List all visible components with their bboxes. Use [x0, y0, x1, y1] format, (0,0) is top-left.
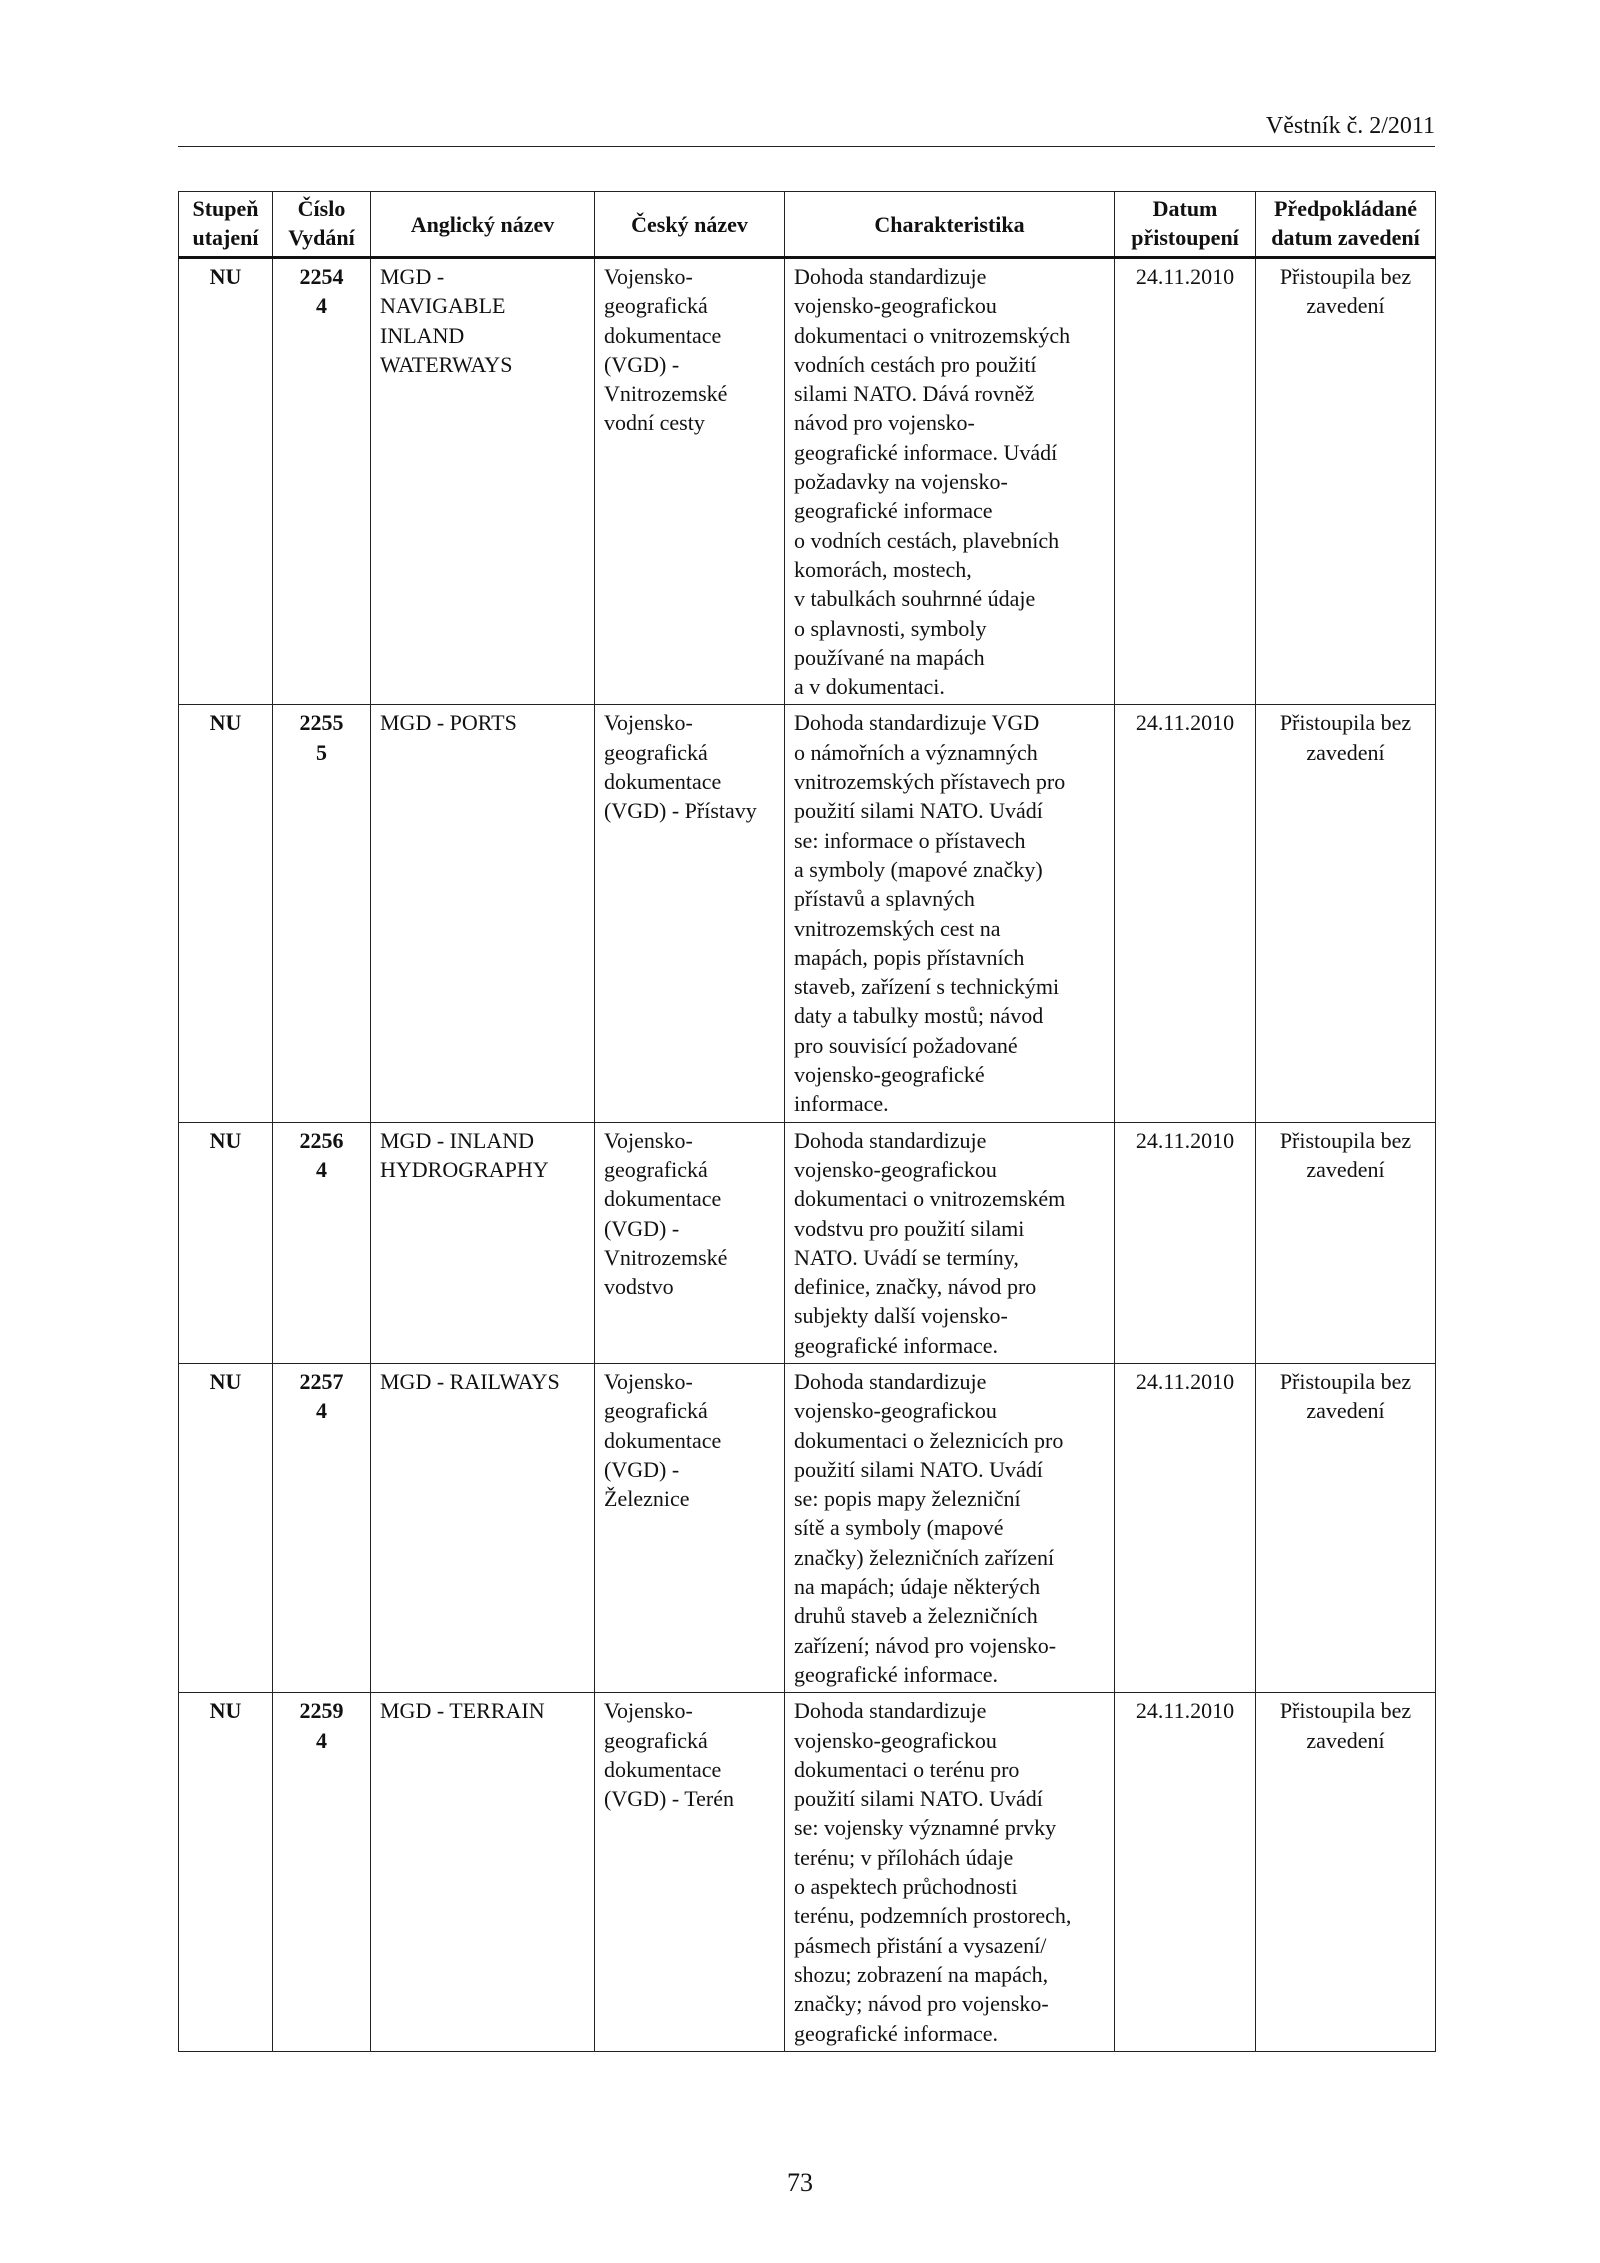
- cell-description: Dohoda standardizuje vojensko-geografickou dokumentaci o terénu pro použití silami NATO. Uvádí se: vojensky významné prvky terénu; v přílohách údaje o aspektech průchodnosti terénu, podzemních prostorech, pásmech přistání a vysazení/ shozu; zobrazení na mapách, značky; návod pro vojensko- geografické informace.: [785, 1693, 1115, 2052]
- cell-introduction-date: Přistoupila bez zavedení: [1256, 1693, 1436, 2052]
- cell-accession-date: 24.11.2010: [1115, 1122, 1256, 1363]
- cell-english-name: MGD - PORTS: [371, 705, 595, 1122]
- cell-introduction-date: Přistoupila bez zavedení: [1256, 1363, 1436, 1692]
- cell-english-name: MGD - TERRAIN: [371, 1693, 595, 2052]
- column-header-accession-date: Datum přistoupení: [1115, 192, 1256, 258]
- cell-number: 2254 4: [273, 258, 371, 705]
- cell-level: NU: [179, 705, 273, 1122]
- cell-description: Dohoda standardizuje vojensko-geografickou dokumentaci o vnitrozemských vodních cestách pro použití silami NATO. Dává rovněž návod pro vojensko- geografické informace. Uvádí požadavky na vojensko- geografické informace o vodních cestách, plavebních komorách, mostech, v tabulkách souhrnné údaje o splavnosti, symboly používané na mapách a v dokumentaci.: [785, 258, 1115, 705]
- cell-czech-name: Vojensko- geografická dokumentace (VGD) - Vnitrozemské vodstvo: [595, 1122, 785, 1363]
- cell-accession-date: 24.11.2010: [1115, 1363, 1256, 1692]
- column-header-introduction-date: Předpokládané datum zavedení: [1256, 192, 1436, 258]
- cell-czech-name: Vojensko- geografická dokumentace (VGD) - Železnice: [595, 1363, 785, 1692]
- column-header-level: Stupeň utajení: [179, 192, 273, 258]
- cell-description: Dohoda standardizuje vojensko-geografickou dokumentaci o železnicích pro použití silami NATO. Uvádí se: popis mapy železniční sítě a symboly (mapové značky) železničních zařízení na mapách; údaje některých druhů staveb a železničních zařízení; návod pro vojensko- geografické informace.: [785, 1363, 1115, 1692]
- cell-english-name: MGD - NAVIGABLE INLAND WATERWAYS: [371, 258, 595, 705]
- column-header-number: Číslo Vydání: [273, 192, 371, 258]
- cell-introduction-date: Přistoupila bez zavedení: [1256, 1122, 1436, 1363]
- cell-number: 2256 4: [273, 1122, 371, 1363]
- header-rule: [178, 146, 1435, 147]
- cell-level: NU: [179, 258, 273, 705]
- cell-number: 2259 4: [273, 1693, 371, 2052]
- page-number: 73: [787, 2168, 813, 2197]
- table-row: [179, 258, 1436, 705]
- cell-czech-name: Vojensko- geografická dokumentace (VGD) - Terén: [595, 1693, 785, 2052]
- cell-accession-date: 24.11.2010: [1115, 258, 1256, 705]
- cell-description: Dohoda standardizuje vojensko-geografickou dokumentaci o vnitrozemském vodstvu pro použití silami NATO. Uvádí se termíny, definice, značky, návod pro subjekty další vojensko- geografické informace.: [785, 1122, 1115, 1363]
- cell-english-name: MGD - RAILWAYS: [371, 1363, 595, 1692]
- running-head: Věstník č. 2/2011: [1265, 113, 1435, 139]
- table-row: [179, 1122, 1436, 1363]
- table-header-row: [179, 192, 1436, 258]
- cell-number: 2257 4: [273, 1363, 371, 1692]
- cell-czech-name: Vojensko- geografická dokumentace (VGD) - Přístavy: [595, 705, 785, 1122]
- table-row: [179, 1363, 1436, 1692]
- cell-introduction-date: Přistoupila bez zavedení: [1256, 705, 1436, 1122]
- table-row: [179, 1693, 1436, 2052]
- column-header-czech-name: Český název: [595, 192, 785, 258]
- cell-level: NU: [179, 1363, 273, 1692]
- standards-table: [178, 191, 1436, 2052]
- column-header-description: Charakteristika: [785, 192, 1115, 258]
- column-header-english-name: Anglický název: [371, 192, 595, 258]
- cell-level: NU: [179, 1122, 273, 1363]
- cell-number: 2255 5: [273, 705, 371, 1122]
- cell-description: Dohoda standardizuje VGD o námořních a významných vnitrozemských přístavech pro použití silami NATO. Uvádí se: informace o přístavech a symboly (mapové značky) přístavů a splavných vnitrozemských cest na mapách, popis přístavních staveb, zařízení s technickými daty a tabulky mostů; návod pro souvisící požadované vojensko-geografické informace.: [785, 705, 1115, 1122]
- cell-introduction-date: Přistoupila bez zavedení: [1256, 258, 1436, 705]
- cell-level: NU: [179, 1693, 273, 2052]
- cell-accession-date: 24.11.2010: [1115, 1693, 1256, 2052]
- table-row: [179, 705, 1436, 1122]
- cell-czech-name: Vojensko- geografická dokumentace (VGD) - Vnitrozemské vodní cesty: [595, 258, 785, 705]
- cell-english-name: MGD - INLAND HYDROGRAPHY: [371, 1122, 595, 1363]
- cell-accession-date: 24.11.2010: [1115, 705, 1256, 1122]
